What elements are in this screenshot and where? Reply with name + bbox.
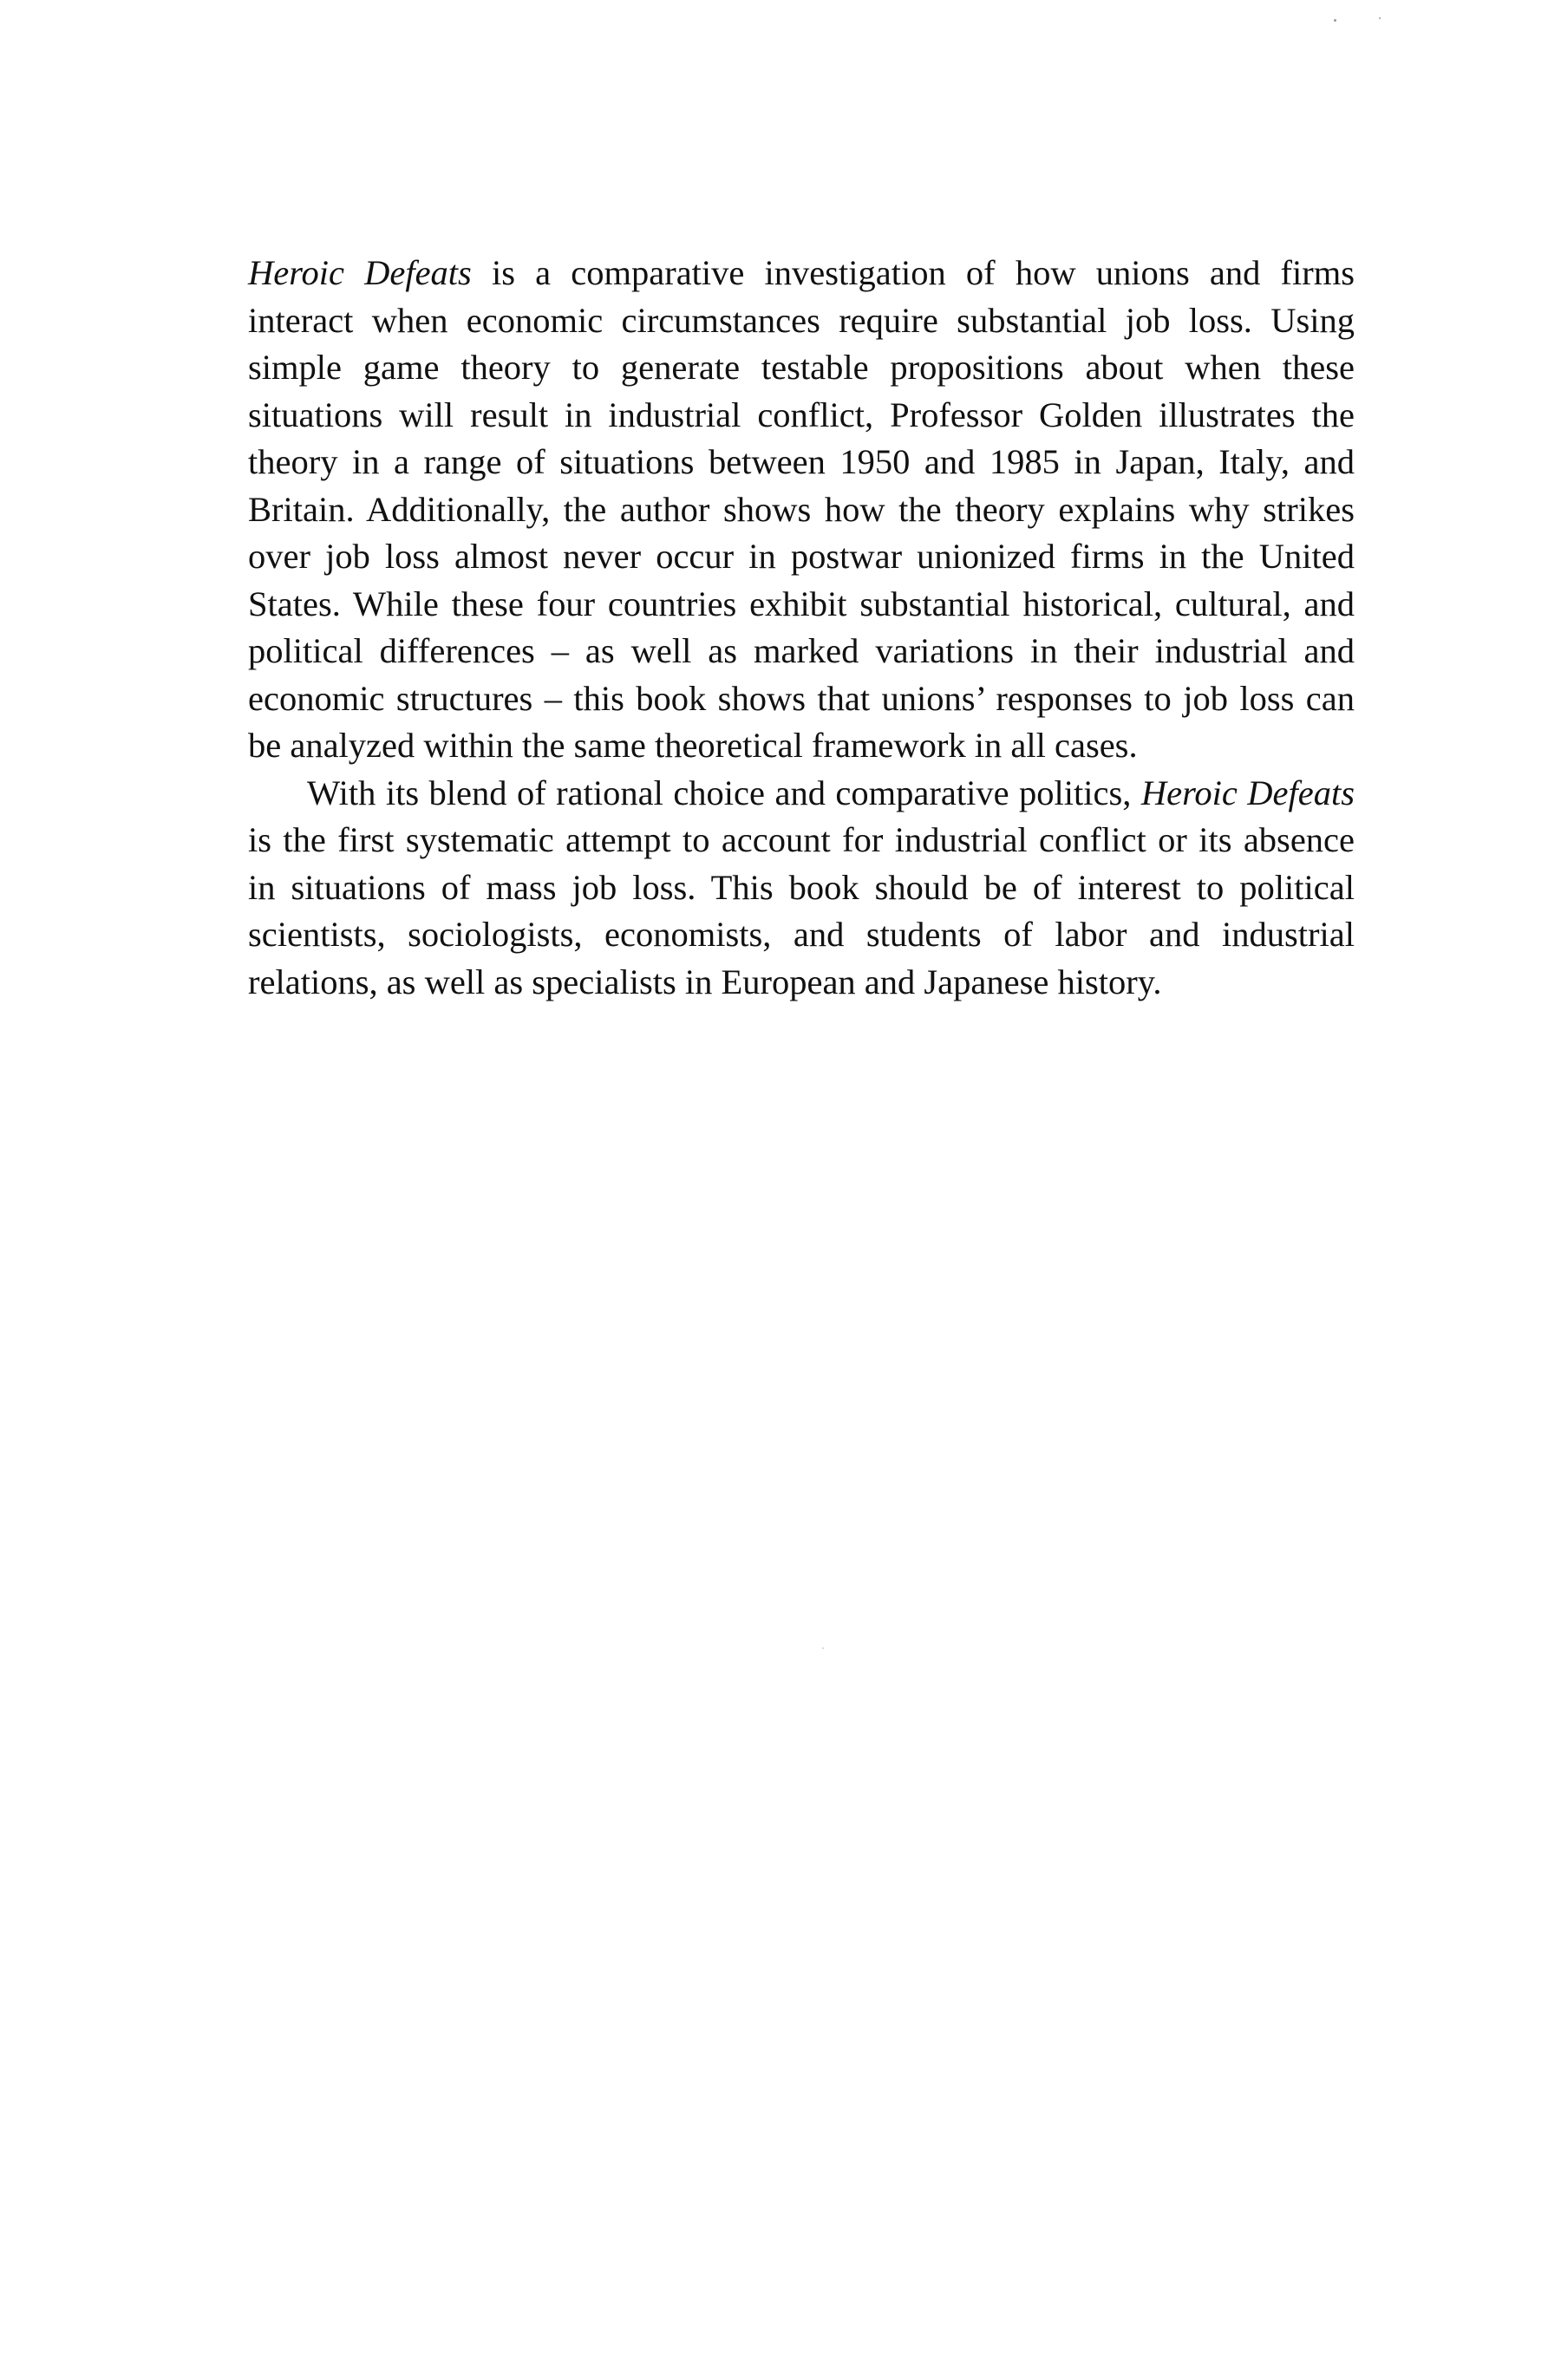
- book-title-italic: Heroic Defeats: [248, 253, 472, 292]
- scan-speck: [1379, 17, 1381, 19]
- paragraph-2-text-after: is the first systematic attempt to account for industrial conflict or its absence in situations of mass job loss. This book should be of interest to political scientists, sociologists, economists, and students of labor and industrial relations, as well as specialists in European and Japanese history.: [248, 820, 1355, 1001]
- paragraph-1: [248, 250, 1355, 770]
- paragraph-1-text: is a comparative investigation of how unions and firms interact when economic circumstances require substantial job loss. Using simple game theory to generate testable propositions about when these situations will result in industrial conflict, Professor Golden illustrates the theory in a range of situations between 1950 and 1985 in Japan, Italy, and Britain. Additionally, the author shows how the theory explains why strikes over job loss almost never occur in postwar unionized firms in the United States. While these four countries exhibit substantial historical, cultural, and political differences – as well as marked variations in their industrial and economic structures – this book shows that unions’ responses to job loss can be analyzed within the same theoretical framework in all cases.: [248, 253, 1355, 765]
- scan-speck: [1334, 19, 1336, 22]
- paragraph-2-text-before: With its blend of rational choice and comparative politics,: [307, 773, 1141, 812]
- scan-speck: [822, 1647, 824, 1649]
- book-title-italic: Heroic Defeats: [1140, 773, 1355, 812]
- paragraph-2: [248, 770, 1355, 1007]
- blurb-text-block: [248, 250, 1355, 1006]
